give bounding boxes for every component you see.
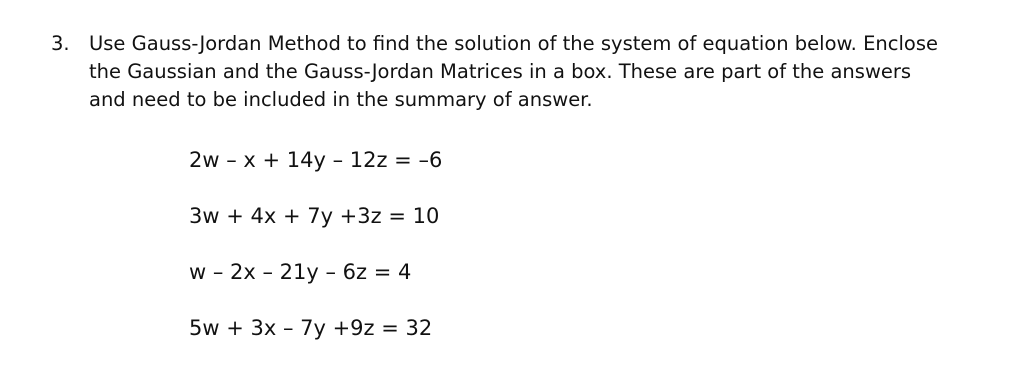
question-line-1 (51, 30, 1011, 58)
equation-2: 3w + 4x + 7y +3z = 10 (189, 204, 440, 228)
question-line-3 (51, 86, 1011, 114)
question-number: 3. (51, 32, 70, 55)
equation-system (189, 140, 442, 364)
question-text-line-3: and need to be included in the summary of answer. (89, 88, 593, 111)
question-text-line-1: Use Gauss-Jordan Method to find the solution of the system of equation below. Enclose (89, 32, 938, 55)
equation-4: 5w + 3x – 7y +9z = 32 (189, 316, 433, 340)
equation-1: 2w – x + 14y – 12z = –6 (189, 148, 443, 172)
equation-3: w – 2x – 21y – 6z = 4 (189, 260, 412, 284)
question-block (51, 30, 1011, 114)
question-line-2 (51, 58, 1011, 86)
question-text-line-2: the Gaussian and the Gauss-Jordan Matrices in a box. These are part of the answers (89, 60, 912, 83)
